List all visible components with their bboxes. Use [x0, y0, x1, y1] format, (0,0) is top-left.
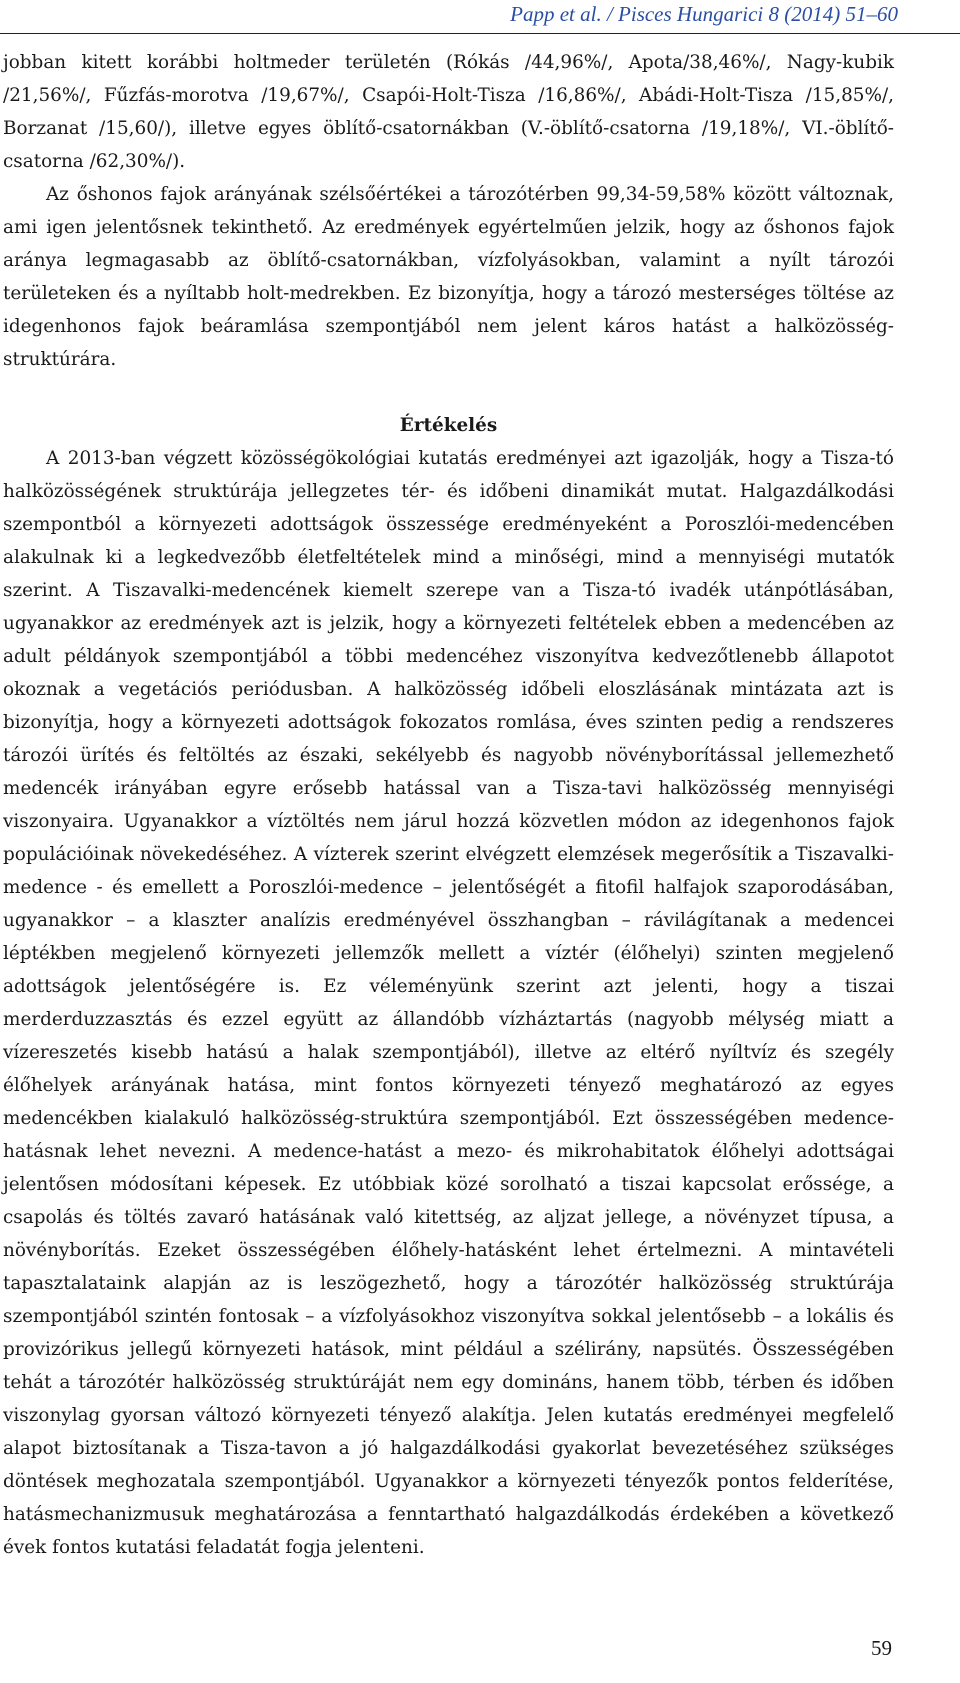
header-rule	[0, 33, 960, 34]
article-body	[3, 46, 894, 1564]
running-header: Papp et al. / Pisces Hungarici 8 (2014) 51–60	[510, 2, 898, 26]
paragraph-evaluation: A 2013-ban végzett közösségökológiai kutatás eredményei azt igazolják, hogy a Tisza-tó halközösségének struktúrája jellegzetes tér- és időbeni dinamikát mutat. Halgazdálkodási szempontból a környezeti adottságok összessége eredményeként a Poroszlói-medencében alakulnak ki a legkedvezőbb életfeltételek mind a minőségi, mind a mennyiségi mutatók szerint. A Tiszavalki-medencének kiemelt szerepe van a Tisza-tó ivadék utánpótlásában, ugyanakkor az eredmények azt is jelzik, hogy a környezeti feltételek ebben a medencében az adult példányok szempontjából a többi medencéhez viszonyítva kedvezőtlenebb állapotot okoznak a vegetációs periódusban. A halközösség időbeli eloszlásának mintázata azt is bizonyítja, hogy a környezeti adottságok fokozatos romlása, éves szinten pedig a rendszeres tározói ürítés és feltöltés az északi, sekélyebb és nagyobb növényborítással jellemezhető medencék irányában egyre erősebb hatással van a Tisza-tavi halközösség mennyiségi viszonyaira. Ugyanakkor a víztöltés nem járul hozzá közvetlen módon az idegenhonos fajok populációinak növekedéséhez. A vízterek szerint elvégzett elemzések megerősítik a Tiszavalki-medence - és emellett a Poroszlói-medence – jelentőségét a fitofil halfajok szaporodásában, ugyanakkor – a klaszter analízis eredményével összhangban – rávilágítanak a medencei léptékben megjelenő környezeti jellemzők mellett a víztér (élőhelyi) szinten megjelenő adottságok jelentőségére is. Ez véleményünk szerint azt jelenti, hogy a tiszai merderduzzasztás és ezzel együtt az állandóbb vízháztartás (nagyobb mélység miatt a vízereszetés kisebb hatású a halak szempontjából), illetve az eltérő nyíltvíz és szegély élőhelyek arányának hatása, mint fontos környezeti tényező meghatározó az egyes medencékben kialakuló halközösség-struktúra szempontjából. Ezt összességében medence-hatásnak lehet nevezni. A medence-hatást a mezo- és mikrohabitatok élőhelyi adottságai jelentősen módosítani képesek. Ez utóbbiak közé sorolható a tiszai kapcsolat erőssége, a csapolás és töltés zavaró hatásának való kitettség, az aljzat jellege, a növényzet típusa, a növényborítás. Ezeket összességében élőhely-hatásként lehet értelmezni. A mintavételi tapasztalataink alapján az is leszögezhető, hogy a tározótér halközösség struktúrája szempontjából szintén fontosak – a vízfolyásokhoz viszonyítva sokkal jelentősebb – a lokális és provizórikus jellegű környezeti hatások, mint például a szélirány, napsütés. Összességében tehát a tározótér halközösség struktúráját nem egy domináns, hanem több, térben és időben viszonylag gyorsan változó környezeti tényező alakítja. Jelen kutatás eredményei megfelelő alapot biztosítanak a Tisza-tavon a jó halgazdálkodási gyakorlat bevezetéséhez szükséges döntések meghozatala szempontjából. Ugyanakkor a környezeti tényezők pontos felderítése, hatásmechanizmusuk meghatározása a fenntartható halgazdálkodás érdekében a következő évek fontos kutatási feladatát fogja jelenteni.	[3, 448, 894, 1558]
page-number: 59	[871, 1636, 892, 1660]
paragraph-continued: jobban kitett korábbi holtmeder területén (Rókás /44,96%/, Apota/38,46%/, Nagy-kubik /21,56%/, Fűzfás-morotva /19,67%/, Csapói-Holt-Tisza /16,86%/, Abádi-Holt-Tisza /15,85%/, Borzanat /15,60/), illetve egyes öblítő-csatornákban (V.-öblítő-csatorna /19,18%/, VI.-öblítő-csatorna /62,30%/).	[3, 52, 894, 172]
paragraph-native-species: Az őshonos fajok arányának szélsőértékei a tározótérben 99,34-59,58% között változnak, ami igen jelentősnek tekinthető. Az eredmények egyértelműen jelzik, hogy az őshonos fajok aránya legmagasabb az öblítő-csatornákban, vízfolyásokban, valamint a nyílt tározói területeken és a nyíltabb holt-medrekben. Ez bizonyítja, hogy a tározó mesterséges töltése az idegenhonos fajok beáramlása szempontjából nem jelent káros hatást a halközösség-struktúrára.	[3, 184, 894, 370]
section-title: Értékelés	[399, 415, 498, 436]
